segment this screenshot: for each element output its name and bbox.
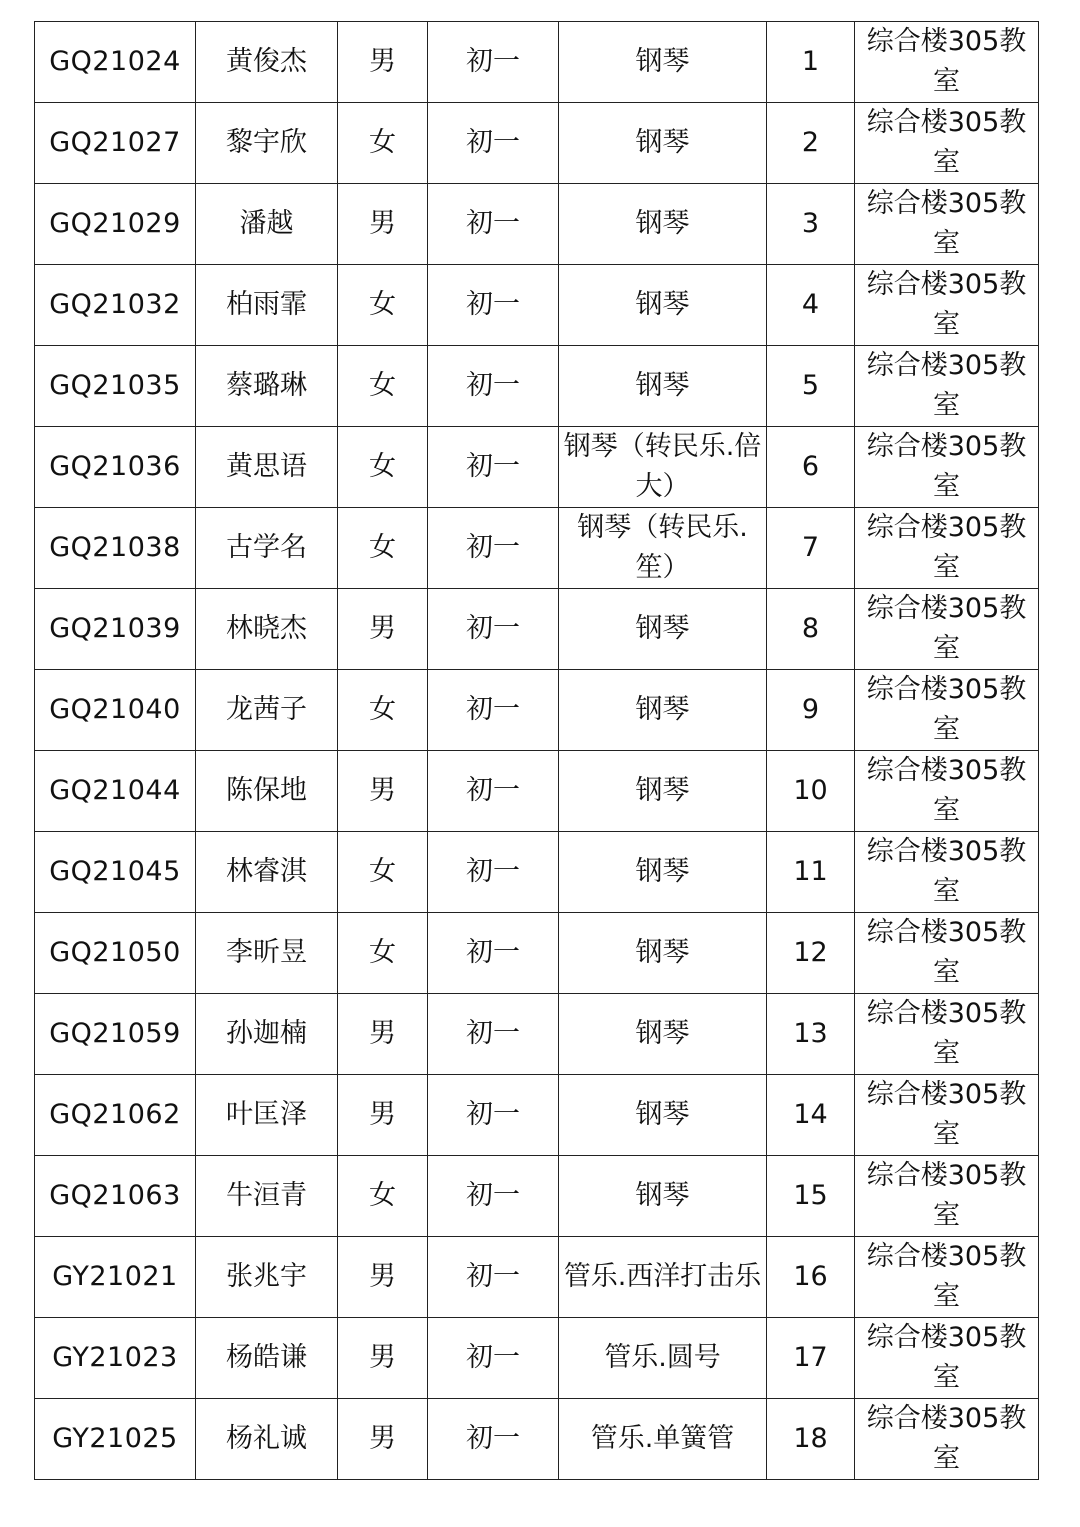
exam-id-cell: GQ21024 [35,22,196,103]
gender-cell: 男 [338,184,428,265]
gender-cell: 男 [338,22,428,103]
table-row [35,103,1039,184]
sequence-number-cell: 17 [767,1318,855,1399]
student-name-cell: 陈保地 [196,751,338,832]
exam-id-cell: GY21021 [35,1237,196,1318]
table-row [35,346,1039,427]
sequence-number-cell: 9 [767,670,855,751]
grade-cell: 初一 [428,913,559,994]
instrument-cell: 钢琴 [559,346,767,427]
instrument-cell: 钢琴 [559,1075,767,1156]
grade-cell: 初一 [428,589,559,670]
exam-id-cell: GQ21040 [35,670,196,751]
table-row [35,427,1039,508]
instrument-cell: 钢琴（转民乐.倍大） [559,427,767,508]
sequence-number-cell: 14 [767,1075,855,1156]
exam-id-cell: GQ21039 [35,589,196,670]
table-row [35,1075,1039,1156]
table-row [35,1237,1039,1318]
student-name-cell: 柏雨霏 [196,265,338,346]
student-name-cell: 张兆宇 [196,1237,338,1318]
exam-room-cell: 综合楼305教室 [855,508,1039,589]
student-name-cell: 龙茜子 [196,670,338,751]
exam-room-cell: 综合楼305教室 [855,265,1039,346]
exam-id-cell: GQ21038 [35,508,196,589]
instrument-cell: 管乐.西洋打击乐 [559,1237,767,1318]
grade-cell: 初一 [428,184,559,265]
sequence-number-cell: 15 [767,1156,855,1237]
sequence-number-cell: 7 [767,508,855,589]
student-name-cell: 古学名 [196,508,338,589]
sequence-number-cell: 8 [767,589,855,670]
instrument-cell: 管乐.圆号 [559,1318,767,1399]
roster-body [35,22,1039,1480]
student-name-cell: 牛洹青 [196,1156,338,1237]
student-name-cell: 李昕昱 [196,913,338,994]
grade-cell: 初一 [428,103,559,184]
exam-room-cell: 综合楼305教室 [855,670,1039,751]
exam-room-cell: 综合楼305教室 [855,1237,1039,1318]
grade-cell: 初一 [428,751,559,832]
sequence-number-cell: 10 [767,751,855,832]
table-row [35,1156,1039,1237]
table-row [35,508,1039,589]
table-row [35,751,1039,832]
grade-cell: 初一 [428,1156,559,1237]
gender-cell: 男 [338,994,428,1075]
exam-room-cell: 综合楼305教室 [855,1156,1039,1237]
gender-cell: 女 [338,265,428,346]
exam-room-cell: 综合楼305教室 [855,994,1039,1075]
instrument-cell: 钢琴 [559,1156,767,1237]
sequence-number-cell: 4 [767,265,855,346]
sequence-number-cell: 13 [767,994,855,1075]
student-name-cell: 潘越 [196,184,338,265]
table-row [35,1399,1039,1480]
grade-cell: 初一 [428,1237,559,1318]
sequence-number-cell: 5 [767,346,855,427]
student-name-cell: 黄思语 [196,427,338,508]
table-row [35,589,1039,670]
gender-cell: 女 [338,1156,428,1237]
table-row [35,265,1039,346]
gender-cell: 男 [338,751,428,832]
instrument-cell: 钢琴 [559,670,767,751]
gender-cell: 女 [338,670,428,751]
instrument-cell: 钢琴 [559,832,767,913]
exam-room-cell: 综合楼305教室 [855,589,1039,670]
table-row [35,1318,1039,1399]
table-row [35,913,1039,994]
grade-cell: 初一 [428,1318,559,1399]
grade-cell: 初一 [428,346,559,427]
sequence-number-cell: 1 [767,22,855,103]
gender-cell: 女 [338,103,428,184]
grade-cell: 初一 [428,22,559,103]
student-roster-table [34,21,1039,1480]
exam-room-cell: 综合楼305教室 [855,1318,1039,1399]
exam-room-cell: 综合楼305教室 [855,427,1039,508]
exam-id-cell: GY21025 [35,1399,196,1480]
student-name-cell: 孙迦楠 [196,994,338,1075]
table-row [35,22,1039,103]
exam-id-cell: GY21023 [35,1318,196,1399]
exam-room-cell: 综合楼305教室 [855,22,1039,103]
exam-room-cell: 综合楼305教室 [855,913,1039,994]
student-name-cell: 黄俊杰 [196,22,338,103]
student-name-cell: 叶匡泽 [196,1075,338,1156]
gender-cell: 女 [338,913,428,994]
exam-id-cell: GQ21029 [35,184,196,265]
exam-room-cell: 综合楼305教室 [855,832,1039,913]
exam-id-cell: GQ21036 [35,427,196,508]
gender-cell: 男 [338,1318,428,1399]
instrument-cell: 钢琴 [559,103,767,184]
sequence-number-cell: 12 [767,913,855,994]
grade-cell: 初一 [428,1399,559,1480]
sequence-number-cell: 18 [767,1399,855,1480]
instrument-cell: 钢琴 [559,994,767,1075]
gender-cell: 男 [338,589,428,670]
table-row [35,832,1039,913]
instrument-cell: 钢琴 [559,22,767,103]
sequence-number-cell: 3 [767,184,855,265]
grade-cell: 初一 [428,994,559,1075]
gender-cell: 男 [338,1237,428,1318]
table-row [35,184,1039,265]
instrument-cell: 钢琴（转民乐.笙） [559,508,767,589]
grade-cell: 初一 [428,427,559,508]
exam-id-cell: GQ21045 [35,832,196,913]
sequence-number-cell: 11 [767,832,855,913]
student-name-cell: 杨礼诚 [196,1399,338,1480]
table-row [35,994,1039,1075]
exam-room-cell: 综合楼305教室 [855,346,1039,427]
gender-cell: 男 [338,1075,428,1156]
sequence-number-cell: 16 [767,1237,855,1318]
exam-id-cell: GQ21035 [35,346,196,427]
student-name-cell: 林晓杰 [196,589,338,670]
instrument-cell: 钢琴 [559,184,767,265]
student-name-cell: 林睿淇 [196,832,338,913]
exam-id-cell: GQ21032 [35,265,196,346]
exam-room-cell: 综合楼305教室 [855,184,1039,265]
instrument-cell: 钢琴 [559,913,767,994]
grade-cell: 初一 [428,1075,559,1156]
grade-cell: 初一 [428,670,559,751]
table-row [35,670,1039,751]
instrument-cell: 钢琴 [559,751,767,832]
exam-room-cell: 综合楼305教室 [855,1075,1039,1156]
sequence-number-cell: 6 [767,427,855,508]
sequence-number-cell: 2 [767,103,855,184]
student-name-cell: 杨皓谦 [196,1318,338,1399]
grade-cell: 初一 [428,832,559,913]
grade-cell: 初一 [428,265,559,346]
instrument-cell: 钢琴 [559,589,767,670]
exam-id-cell: GQ21062 [35,1075,196,1156]
gender-cell: 女 [338,832,428,913]
exam-id-cell: GQ21063 [35,1156,196,1237]
instrument-cell: 钢琴 [559,265,767,346]
gender-cell: 女 [338,508,428,589]
exam-room-cell: 综合楼305教室 [855,1399,1039,1480]
student-name-cell: 蔡璐琳 [196,346,338,427]
exam-id-cell: GQ21027 [35,103,196,184]
gender-cell: 女 [338,427,428,508]
gender-cell: 女 [338,346,428,427]
gender-cell: 男 [338,1399,428,1480]
instrument-cell: 管乐.单簧管 [559,1399,767,1480]
exam-room-cell: 综合楼305教室 [855,751,1039,832]
grade-cell: 初一 [428,508,559,589]
exam-room-cell: 综合楼305教室 [855,103,1039,184]
exam-id-cell: GQ21044 [35,751,196,832]
exam-id-cell: GQ21050 [35,913,196,994]
student-name-cell: 黎宇欣 [196,103,338,184]
exam-id-cell: GQ21059 [35,994,196,1075]
